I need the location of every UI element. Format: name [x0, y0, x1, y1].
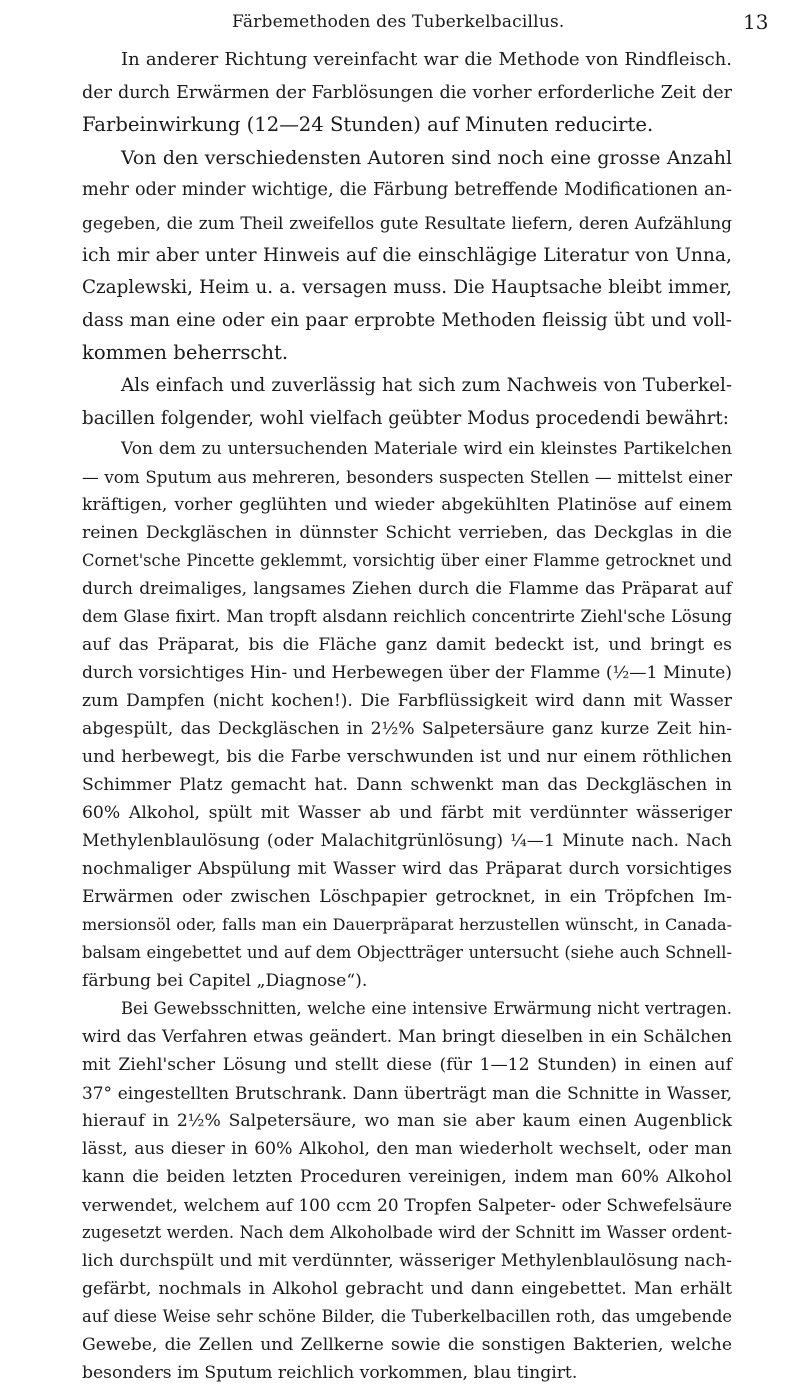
- text-line: kann die beiden letzten Proceduren vereinigen, indem man 60% Alkohol: [82, 1167, 732, 1188]
- text-line: hierauf in 2½% Salpetersäure, wo man sie aber kaum einen Augenblick: [82, 1111, 732, 1132]
- text-line: bacillen folgender, wohl vielfach geübter Modus procedendi bewährt:: [82, 407, 729, 429]
- text-line: Czaplewski, Heim u. a. versagen muss. Die Hauptsache bleibt immer,: [82, 277, 732, 299]
- text-line: mit Ziehl'scher Lösung und stellt diese (für 1—12 Stunden) in einen auf: [82, 1055, 732, 1076]
- text-line: 37° eingestellten Brutschrank. Dann überträgt man die Schnitte in Wasser,: [82, 1083, 732, 1104]
- text-line: Von dem zu untersuchenden Materiale wird ein kleinstes Partikelchen: [121, 439, 732, 460]
- text-line: In anderer Richtung vereinfacht war die Methode von Rindfleisch.: [121, 49, 732, 70]
- text-line: und herbewegt, bis die Farbe verschwunden ist und nur einem röthlichen: [82, 747, 732, 768]
- text-line: wird das Verfahren etwas geändert. Man bringt dieselben in ein Schälchen: [82, 1027, 732, 1048]
- paragraph-1: [82, 44, 732, 142]
- text-line: dem Glase fixirt. Man tropft alsdann reichlich concentrirte Ziehl'sche Lösung: [82, 607, 732, 627]
- text-line: abgespült, das Deckgläschen in 2½% Salpetersäure ganz kurze Zeit hin-: [82, 719, 732, 740]
- paragraph-4: [82, 435, 732, 995]
- text-line: auf diese Weise sehr schöne Bilder, die Tuberkelbacillen roth, das umgebende: [82, 1307, 732, 1327]
- text-line: Bei Gewebsschnitten, welche eine intensive Erwärmung nicht vertragen.: [121, 999, 732, 1019]
- text-line: lässt, aus dieser in 60% Alkohol, den man wiederholt wechselt, oder man: [82, 1139, 732, 1160]
- paragraph-5: [82, 995, 732, 1387]
- text-line: durch vorsichtiges Hin- und Herbewegen über der Flamme (½—1 Minute): [82, 663, 732, 684]
- text-line: mehr oder minder wichtige, die Färbung betreffende Modificationen an-: [82, 180, 732, 201]
- text-line: nochmaliger Abspülung mit Wasser wird das Präparat durch vorsichtiges: [82, 859, 732, 880]
- text-line: zum Dampfen (nicht kochen!). Die Farbflüssigkeit wird dann mit Wasser: [82, 691, 732, 712]
- text-line: kommen beherrscht.: [82, 341, 289, 365]
- text-line: Als einfach und zuverlässig hat sich zum Nachweis von Tuberkel-: [121, 374, 732, 396]
- text-line: Schimmer Platz gemacht hat. Dann schwenkt man das Deckgläschen in: [82, 775, 732, 796]
- text-line: auf das Präparat, bis die Fläche ganz damit bedeckt ist, und bringt es: [82, 635, 732, 656]
- text-line: gegeben, die zum Theil zweifellos gute Resultate liefern, deren Aufzählung: [82, 212, 732, 233]
- text-line: dass man eine oder ein paar erprobte Methoden fleissig übt und voll-: [82, 309, 732, 331]
- text-line: Farbeinwirkung (12—24 Stunden) auf Minuten reducirte.: [82, 113, 654, 137]
- text-line: durch dreimaliges, langsames Ziehen durch die Flamme das Präparat auf: [82, 579, 732, 600]
- text-line: verwendet, welchem auf 100 ccm 20 Tropfen Salpeter- oder Schwefelsäure: [82, 1195, 732, 1216]
- text-line: färbung bei Capitel „Diagnose“).: [82, 971, 368, 992]
- text-line: kräftigen, vorher geglühten und wieder abgekühlten Platinöse auf einem: [82, 495, 732, 516]
- text-line: reinen Deckgläschen in dünnster Schicht verrieben, das Deckglas in die: [82, 523, 732, 544]
- text-line: Cornet'sche Pincette geklemmt, vorsichtig über einer Flamme getrocknet und: [82, 551, 732, 571]
- paragraph-3: [82, 370, 732, 435]
- text-line: — vom Sputum aus mehreren, besonders suspecten Stellen — mittelst einer: [82, 467, 732, 488]
- text-line: 60% Alkohol, spült mit Wasser ab und färbt mit verdünnter wässeriger: [82, 803, 732, 824]
- text-line: Von den verschiedensten Autoren sind noch eine grosse Anzahl: [121, 146, 732, 169]
- text-line: lich durchspült und mit verdünnter, wässeriger Methylenblaulösung nach-: [82, 1251, 732, 1272]
- text-line: zugesetzt werden. Nach dem Alkoholbade wird der Schnitt im Wasser ordent-: [82, 1223, 732, 1243]
- text-line: Erwärmen oder zwischen Löschpapier getrocknet, in ein Tröpfchen Im-: [82, 887, 732, 908]
- page-number: 13: [743, 10, 769, 34]
- running-title: Färbemethoden des Tuberkelbacillus.: [232, 12, 565, 32]
- text-line: gefärbt, nochmals in Alkohol gebracht und dann eingebettet. Man erhält: [82, 1279, 732, 1300]
- paragraph-2: [82, 142, 732, 370]
- text-line: mersionsöl oder, falls man ein Dauerpräparat herzustellen wünscht, in Canada-: [82, 915, 732, 935]
- text-line: der durch Erwärmen der Farblösungen die vorher erforderliche Zeit der: [82, 82, 732, 103]
- text-line: Gewebe, die Zellen und Zellkerne sowie die sonstigen Bakterien, welche: [82, 1335, 732, 1356]
- text-line: Methylenblaulösung (oder Malachitgrünlösung) ¼—1 Minute nach. Nach: [82, 831, 732, 852]
- text-line: besonders im Sputum reichlich vorkommen, blau tingirt.: [82, 1363, 578, 1384]
- body-text: [82, 44, 732, 1387]
- text-line: ich mir aber unter Hinweis auf die einschlägige Literatur von Unna,: [82, 244, 732, 266]
- text-line: balsam eingebettet und auf dem Objectträger untersucht (siehe auch Schnell-: [82, 943, 732, 963]
